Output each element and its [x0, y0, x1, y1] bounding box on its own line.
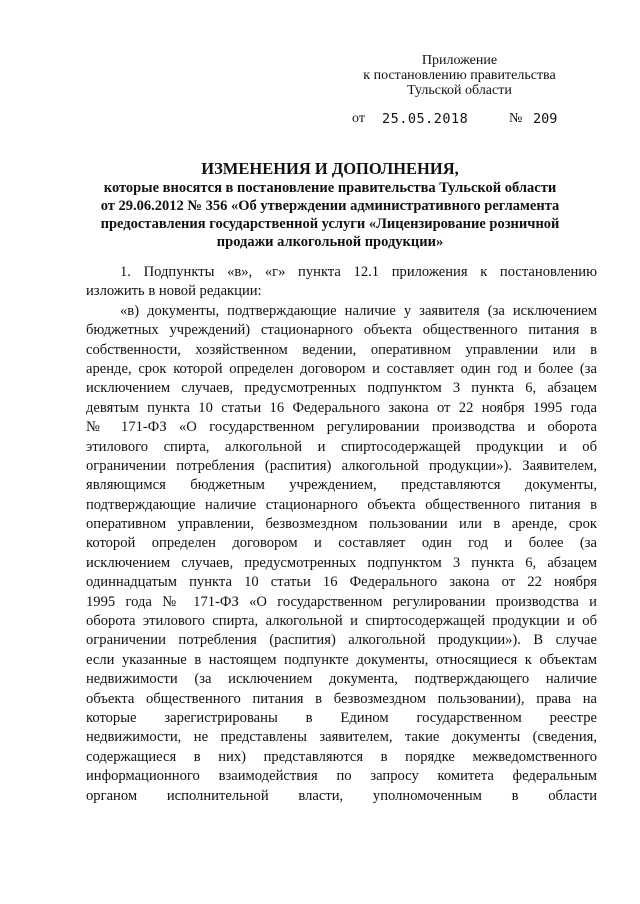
- body-line: органом исполнительной власти, уполномоченным в области: [86, 787, 597, 804]
- body-line: недвижимости, не представлены заявителем, такие документы (сведения,: [86, 729, 597, 746]
- body-line: исключением случаев, предусмотренных подпунктом 3 пункта 6, абзацем: [86, 554, 597, 571]
- body-line: если указанные в настоящем подпункте документы, относящиеся к объектам: [86, 651, 597, 668]
- body-line: исключением случаев, предусмотренных подпунктом 3 пункта 6, абзацем: [86, 380, 597, 397]
- body-line: 1. Подпункты «в», «г» пункта 12.1 приложения к постановлению: [120, 264, 597, 280]
- body-line: собственности, хозяйственном ведении, оперативном управлении или в: [86, 341, 597, 358]
- body-line: подтверждающие наличие стационарного объекта общественного питания в: [86, 496, 597, 513]
- body-line: объекта общественного питания в безвозмездном пользовании), права на: [86, 690, 597, 707]
- ot-label: от: [352, 111, 365, 126]
- document-title: [60, 159, 600, 251]
- body-line: содержащиеся в них) представляются в порядке межведомственного: [86, 748, 597, 765]
- body-line: недвижимости (за исключением документа, подтверждающего наличие: [86, 671, 597, 688]
- document-number: 209: [533, 111, 558, 127]
- title-subline: от 29.06.2012 № 356 «Об утверждении административного регламента: [100, 198, 560, 214]
- body-line: изложить в новой редакции:: [86, 283, 262, 300]
- body-line: одиннадцатым пункта 10 статьи 16 Федерального закона от 22 ноября: [86, 574, 597, 591]
- appendix-block: [352, 53, 567, 98]
- body-line: являющимся бюджетным учреждением, представляются документы,: [86, 477, 597, 494]
- body-line: «в) документы, подтверждающие наличие у заявителя (за исключением: [120, 302, 597, 319]
- document-date: 25.05.2018: [382, 111, 469, 127]
- body-line: девятым пункта 10 статьи 16 Федерального закона от 22 ноября 1995 года: [86, 399, 597, 416]
- appendix-line: к постановлению правительства: [363, 68, 556, 83]
- body-line: аренде, срок которой определен договором и составляет один год и более (за: [86, 360, 597, 377]
- number-sign: №: [509, 111, 523, 126]
- body-line: которые зарегистрированы в Едином государственном реестре: [86, 710, 597, 726]
- body-line: № 171-ФЗ «О государственном регулировании производства и оборота: [86, 419, 597, 436]
- body-text: [86, 263, 597, 806]
- title-subline: продажи алкогольной продукции»: [216, 234, 444, 250]
- body-line: оборота этилового спирта, алкогольной и спиртосодержащей продукции и об: [86, 613, 597, 630]
- appendix-line: Приложение: [421, 53, 498, 68]
- body-line: бюджетных учреждений) стационарного объекта общественного питания в: [86, 322, 597, 339]
- body-line: ограничении потребления (распития) алкогольной продукции»). В случае: [86, 632, 597, 649]
- body-line: 1995 года № 171-ФЗ «О государственном регулировании производства и: [86, 593, 597, 610]
- body-line: этилового спирта, алкогольной и спиртосодержащей продукции и об: [86, 438, 597, 455]
- title-subline: предоставления государственной услуги «Лицензирование розничной: [100, 216, 560, 232]
- body-line: ограничении потребления (распития) алкогольной продукции»). Заявителем,: [86, 457, 597, 474]
- body-line: которой определен договором и составляет один год и более (за: [86, 535, 597, 552]
- appendix-line: Тульской области: [407, 83, 512, 98]
- body-line: оперативном управлении, безвозмездном пользовании или в аренде, срок: [86, 516, 597, 533]
- title-subline: которые вносятся в постановление правительства Тульской области: [103, 180, 557, 196]
- body-line: информационного взаимодействия по запросу комитета федеральным: [86, 768, 597, 785]
- title-main: ИЗМЕНЕНИЯ И ДОПОЛНЕНИЯ,: [201, 159, 459, 178]
